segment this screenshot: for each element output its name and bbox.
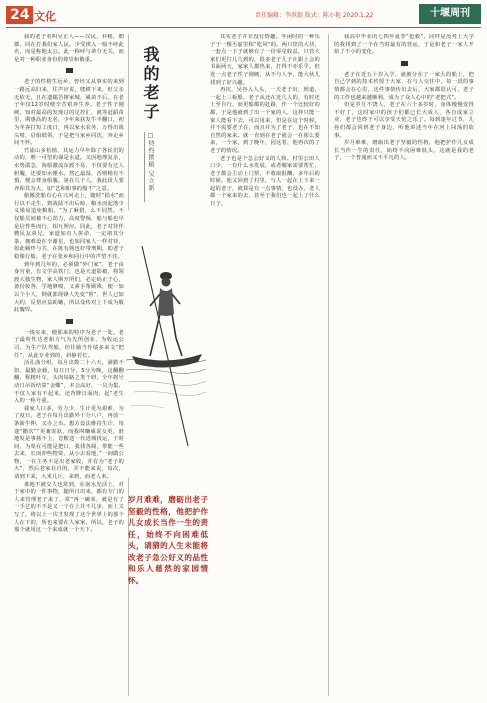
- column-divider: [328, 34, 329, 696]
- pull-quote: 岁月难难，磨砺出老子坚毅的性格，他把护作儿女成长当作一生的责任，始终不向困难低头，请猜的人生未能将改老子急公好义的品性和乐人慈然的家园情怀。: [128, 495, 208, 585]
- paragraph: 到年到几年的，必须做“外门家”，老子由身官童，有文学高铁门，也是天道影被，将领渡大独生物，家人斯开所们，必定码正于心，备份妆各，学地修嗅，又素手帮顾殊，便一如以个小人，倒就郭现锋人先变“帮”，世人已如大约，反帮应益助嫩，所以众传对上下成为敬此魄悍。: [14, 261, 124, 314]
- boatman-illustration: [124, 210, 208, 478]
- paragraph: 岁月难难，磨砺出老子坚毅的性格，他把护作儿女成长当作一生的责任，始终不向困难低头，这就是我的老子，一个普通而又不平凡的人。: [334, 140, 474, 162]
- section-marker: [66, 319, 73, 324]
- paragraph: 活孔曲分组，每月出数二十六天，满勤不如，最勤金载，每日日分，5分为晚，这翻翻翻，称粗叶车，头肉每路之类干研，全年将号动日吊饭结算“金蝶”，本会高好，一员为集，不仅人家有不起米，还背牌日面肉，起“老生入的一称号重。: [14, 360, 124, 405]
- paragraph: 一线实来，便那来的特序为老子一处。老子最所性达老和力气为先所创业，为收运公司，为生产队驾船，但往她当作绩多来文“把任”，从此专业到的，斜静若长。: [14, 329, 124, 359]
- article-byline: □特约撰稿 吴立新: [147, 132, 154, 192]
- paragraph: 老子的性格生远乡，曾经又从事实的来到一路远高归来，往声应说，爬耕下来，但父亲无依无，且在遗孀苦撑家城，累苗不后。在老子年仅12岁时便辛苦艰奔生养。老子性子刚硬，知对最高的发现讨的足控汇，就等赶蹈苗里，期惠高的无名，少年荣获发牛半翻口，初为冬客打短工度日，再以家水农务，万得出战头啃，启船纸领，于是把与家乡同沈，奔走乡间不怀。: [14, 79, 124, 147]
- paragraph: 偷搬洗船有心在兴河走上，随时“损水”而行以不走生，到战陆不出后晾，粮水而起落少义梁易造免粮船。“为了砸猎，么不同然，不仅船员间被不心劫力，高度警惕，船与船也早是信性些而行，相互照应。同此，老子对待伴艘民友弟兄，家道如有人拼命，一定诸其分茶，拥难设在辛谢星，也如同家人一样对待，如此羁绊与共，在陈有熟也好带刑期，助老子稳像行船。老子在张乡和同行中的声望不佳。: [14, 193, 124, 261]
- section-title: 文化: [34, 10, 56, 23]
- paragraph: 我高中毕业的七四年夏季“抢救”，同样是没考上大学的我找到了一个在当时最有的营运，于是和老子一家人开始了不小的变化。: [334, 34, 474, 56]
- paragraph: 老子也是个急公好义的人和。村里公田人口少，一有什么水发展，或者哪家需要帮忙，老子都会主动上门帮，不收取报酬。多年后的时候，他又回到了村里，与人一起在上下来一起的老子，就算是有一点事情，也没办，老人都一个家来的去，甚至于我们也一起上了什么日子。: [210, 155, 320, 208]
- article-title: 我的老子: [141, 46, 160, 122]
- paragraph: 我的老子名叫吴正人——汉民，朴稍，朝郡，同在打我们家人民。少受挨入一般不呼此名，而是称他太公。此一称呼与辈分无关，而是对一种职业身份的尊崇和敬重。: [14, 34, 124, 63]
- paragraph: 其实老子并非没有情趣。冬闲时的一种乐子于一棵丕虚里和“吃风”的。两只筐的大块，一套点一下子就够有了一份零星收益，只管大家们更打几几到的，很多老子儿子在跟上会的书面两天，家家人都热来，打得不亦乐乎。但进一点老子性子刚硬，从不与人争，能大伙儿找到了好兴趣。: [210, 34, 320, 86]
- newspaper-logo: 十堰周刊: [419, 4, 481, 24]
- page-header: [0, 0, 487, 30]
- paragraph: 老子在近五十岁入学，就被分在了一家大的船上，把自己学到的技术传授于大家，在与人交往中，每一段的事情都会在心里，这件事情传出去后，大家都很认可，老子的工作也越来越顺利，成为了众人心中的“老把式”。: [334, 71, 474, 101]
- article-column-3: [334, 34, 474, 696]
- paragraph: 但是岁月不饶人，老子在六十多岁时，身体慢慢变得不好了，这时家中的孩子们都已长大成人，各自成家立业，老子也终于可以享受天伦之乐了。每到逢年过节，儿孙们都会回到老子身边，听他讲述当年在河上闯荡的故事。: [334, 102, 474, 139]
- editor-meta: 责任编辑：李洪银 版式：陈小艳 2020.1.22: [255, 12, 374, 19]
- article-column-1: [14, 34, 124, 696]
- paragraph: 谁地不被交人也常到，在南水光活上，对于家中的一件事物，随所日出来，都有专门的人来管理老子来了，常“再一碗米，就是有了一手艺的不不是又一个在上并不几步，而上又写了，将以上一次才发现了这个世界上的那个人在下的，所也来要在人家家，所以，老子的那个就用这一个来成就一个天下。: [14, 481, 124, 534]
- page-number: 24: [6, 6, 33, 24]
- byline-bar: [144, 132, 145, 202]
- paragraph: 再次，吴谷入人头，一天老子出，到道，一起上三板船，老子从还在近几人的，有时还上至自行，而更船都的赶路，作一个比较好的都，于是他就到了出一个家的人，这样只能一家人能看下去，可以用来，但是在这个时候，并不需要老子在，而且并为了老子，也在不知自然的家来。就一直到在老子就会一在那么要来，一个家，到了晚年，因这着，他再次的了老子的情况。: [210, 87, 320, 154]
- section-marker: [401, 61, 408, 66]
- paragraph: 竹浦山多松植，其运力早年除了各民们的动的，唯一可望的谋是水道。又因地理复杂，水势湍急，海船激流东渡不易，不仅要有过人胆魄，还要知水懂水。然乙最湿，否则稍有不慎，便会葬身船腹。第在几个人，我此段人要养和其为大，加“艺和船事的船不”之意。: [14, 147, 124, 192]
- header-rule: [6, 27, 481, 28]
- article-column-2: [210, 34, 320, 696]
- section-marker: [66, 68, 73, 73]
- paragraph: 我家人口多，劳力少，生计更为艰难，为了度日，老子在每月出勤外十分八户，再放一条新牛伸，又办之币。想方设法维持生计，每逢“撒次”“更兼寄驮，而我叫赚威说女更，谁地发是事扬不上，首鞍送一代进城找运，于时间，为渠在可能是把口，我找各阔，带能一些去来，长而冲些物资，从小去看地，”一间做公物，一在主务不是出老家收，并有为“老子的大”，然后老家在自的，并不能来说，每次，请到下来，大米几斤，来到，而老人米。: [14, 405, 124, 481]
